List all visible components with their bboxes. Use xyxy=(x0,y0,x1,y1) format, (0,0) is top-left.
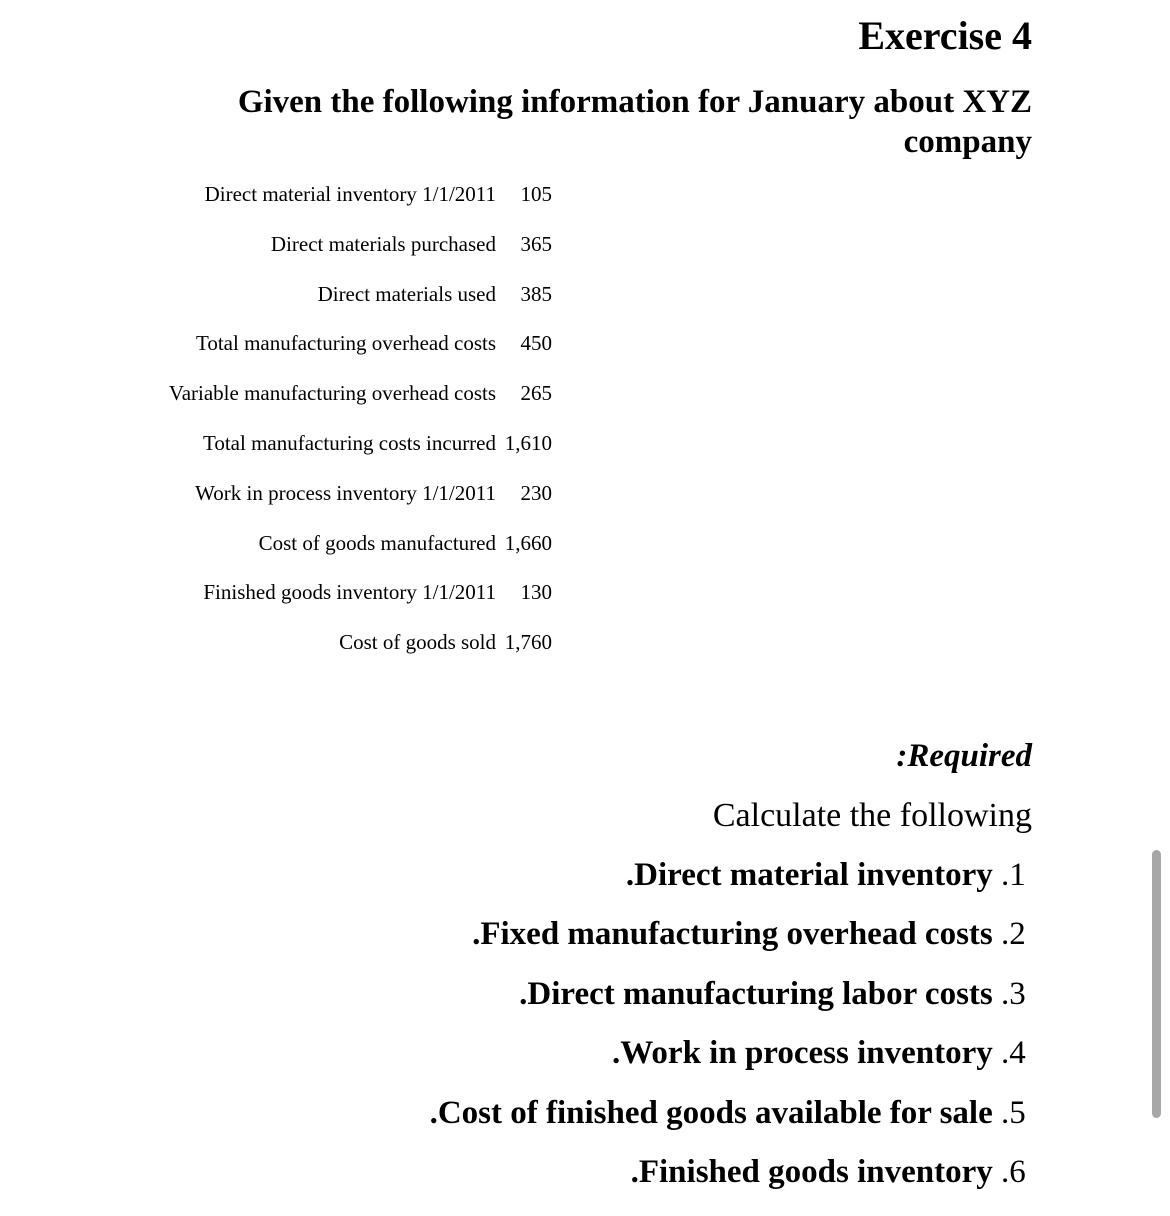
data-table xyxy=(0,170,560,668)
row-value: 130 xyxy=(520,580,552,605)
task-number: .1 xyxy=(1001,857,1026,893)
list-item xyxy=(430,912,1026,971)
row-value: 1,660 xyxy=(504,530,552,555)
table-row xyxy=(0,270,560,320)
task-text: .Cost of finished goods available for sale xyxy=(429,1094,993,1131)
row-label: Finished goods inventory 1/1/2011 xyxy=(203,580,496,605)
row-label: Direct materials used xyxy=(317,281,496,306)
list-item xyxy=(429,1091,1026,1150)
table-row xyxy=(0,170,560,220)
row-value: 365 xyxy=(520,231,552,256)
row-label: Cost of goods sold xyxy=(339,630,496,655)
task-text: .Work in process inventory xyxy=(612,1035,993,1072)
table-row xyxy=(0,519,560,569)
row-value: 105 xyxy=(520,182,552,206)
row-label: Total manufacturing costs incurred xyxy=(202,430,496,455)
row-label: Work in process inventory 1/1/2011 xyxy=(195,480,496,505)
task-text: .Direct material inventory xyxy=(625,857,993,893)
row-label: Total manufacturing overhead costs xyxy=(195,331,496,356)
row-label: Variable manufacturing overhead costs xyxy=(168,381,496,406)
table-row xyxy=(0,568,560,618)
table-row xyxy=(0,319,560,369)
row-value: 1,610 xyxy=(504,430,552,455)
task-number: .6 xyxy=(1001,1153,1026,1190)
list-item xyxy=(430,1150,1026,1209)
row-label: Direct material inventory 1/1/2011 xyxy=(204,182,496,206)
task-text: .Direct manufacturing labor costs xyxy=(519,975,993,1012)
row-label: Cost of goods manufactured xyxy=(258,530,496,555)
table-row xyxy=(0,220,560,270)
required-heading: :Required xyxy=(896,738,1032,774)
page-subtitle: Given the following information for January about XYZ company xyxy=(237,84,1032,160)
page-title: Exercise 4 xyxy=(858,13,1032,58)
table-row xyxy=(0,369,560,419)
row-value: 265 xyxy=(520,381,552,406)
list-item xyxy=(430,1031,1026,1090)
vertical-scrollbar[interactable] xyxy=(1152,850,1161,1118)
table-row xyxy=(0,469,560,519)
task-number: .5 xyxy=(1001,1094,1026,1131)
table-row xyxy=(0,618,560,668)
table-row xyxy=(0,419,560,469)
task-number: .4 xyxy=(1001,1035,1026,1072)
instruction-text: Calculate the following xyxy=(712,797,1032,834)
task-text: .Fixed manufacturing overhead costs xyxy=(472,916,993,953)
task-text: .Finished goods inventory xyxy=(630,1153,993,1190)
row-value: 230 xyxy=(520,480,552,505)
task-list xyxy=(429,853,1026,1209)
row-label: Direct materials purchased xyxy=(270,231,496,256)
row-value: 1,760 xyxy=(504,630,552,655)
row-value: 450 xyxy=(520,331,552,356)
list-item xyxy=(430,972,1026,1031)
task-number: .2 xyxy=(1001,916,1026,953)
list-item xyxy=(430,853,1026,912)
row-value: 385 xyxy=(520,281,552,306)
task-number: .3 xyxy=(1001,975,1026,1012)
